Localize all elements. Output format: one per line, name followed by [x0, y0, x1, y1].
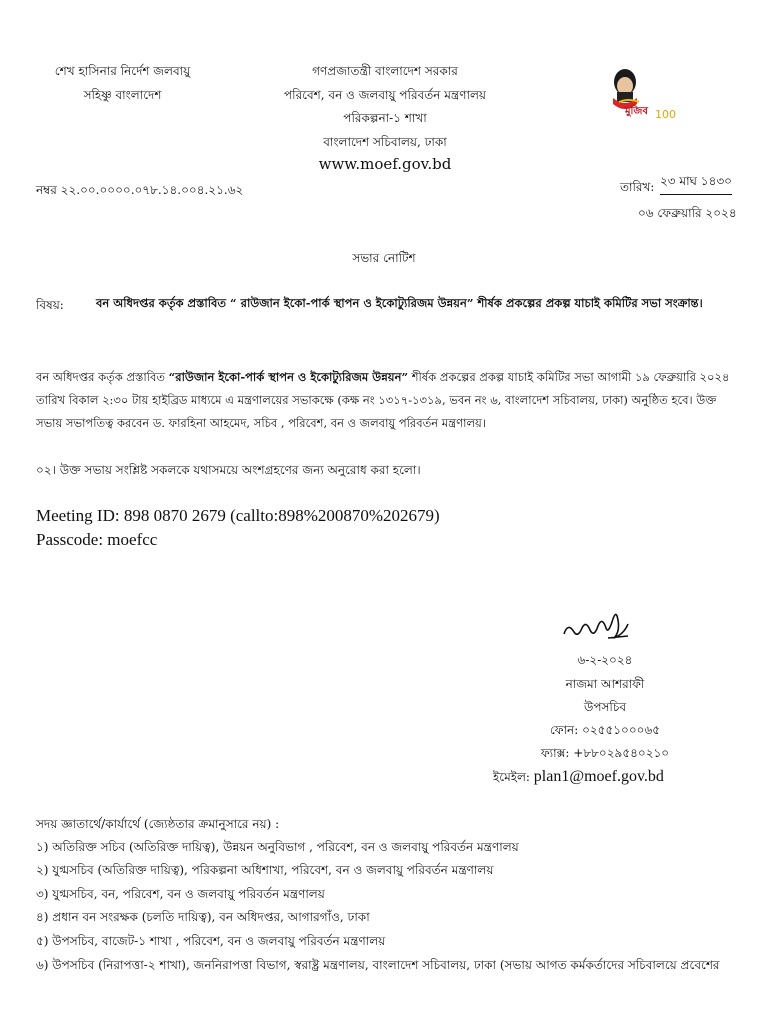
distribution-heading: সদয় জ্ঞাতার্থে/কার্যার্থে (জ্যেষ্ঠতার ক্রমানুসারে নয়) :	[36, 817, 280, 831]
office-address: বাংলাদেশ সচিবালয়, ঢাকা	[323, 135, 447, 149]
subject-text: বন অধিদপ্তর কর্তৃক প্রস্তাবিত “ রাউজান ইকো-পার্ক স্থাপন ও ইকোট্যুরিজম উন্নয়ন” শীর্ষক প্রকল্পের প্রকল্প যাচাই কমিটির সভা সংক্রান্ত।	[96, 296, 703, 310]
date-label: তারিখ:	[620, 180, 655, 194]
list-item: ৪) প্রধান বন সংরক্ষক (চলতি দায়িত্ব), বন অধিদপ্তর, আগারগাঁও, ঢাকা	[36, 910, 370, 924]
p1-intro: বন অধিদপ্তর কর্তৃক প্রস্তাবিত	[36, 370, 169, 384]
date-english: ০৬ ফেব্রুয়ারি ২০২৪	[638, 206, 737, 220]
signature-icon	[558, 598, 638, 648]
passcode: Passcode: moefcc	[36, 530, 158, 549]
signatory-phone: ফোন: ০২৫৫১০০০৬৫	[549, 723, 661, 737]
slogan-line-1: শেখ হাসিনার নির্দেশ জলবায়ু	[54, 64, 191, 78]
svg-text:মুজিব: মুজিব	[625, 106, 648, 117]
meeting-id[interactable]: Meeting ID: 898 0870 2679 (callto:898%200870%202679)	[36, 506, 440, 525]
govt-name: গণপ্রজাতন্ত্রী বাংলাদেশ সরকার	[312, 64, 458, 78]
memo-number: নম্বর ২২.০০.০০০০.০৭৮.১৪.০০৪.২১.৬২	[36, 183, 244, 197]
list-item: ২) যুগ্মসচিব (অতিরিক্ত দায়িত্ব), পরিকল্পনা অধিশাখা, পরিবেশ, বন ও জলবায়ু পরিবর্তন মন্ত্রণালয়	[36, 863, 494, 877]
date-bangla: ২৩ মাঘ ১৪৩০	[660, 173, 732, 195]
svg-text:100: 100	[655, 108, 676, 121]
branch-name: পরিকল্পনা-১ শাখা	[343, 111, 427, 125]
signature-date: ৬-২-২০২৪	[577, 653, 633, 667]
body-paragraph-1	[36, 366, 732, 435]
website-link[interactable]: www.moef.gov.bd	[318, 155, 452, 173]
p1-project-title: “রাউজান ইকো-পার্ক স্থাপন ও ইকোট্যুরিজম উন্নয়ন”	[168, 370, 409, 384]
email-label: ইমেইল:	[493, 770, 534, 784]
subject-label: বিষয়:	[36, 298, 64, 312]
signatory-email	[493, 766, 664, 789]
notice-title: সভার নোটিশ	[352, 251, 416, 265]
signatory-name: নাজমা আশরাফী	[565, 677, 645, 691]
p1-details: শীর্ষক প্রকল্পের প্রকল্প যাচাই কমিটির সভা আগামী ১৯ ফেব্রুয়ারি ২০২৪ তারিখ বিকাল ২:৩০ টায় হাইব্রিড মাধ্যমে এ মন্ত্রণালয়ের সভাকক্ষে (কক্ষ নং ১৩১৭-১৩১৯, ভবন নং ৬, বাংলাদেশ সচিবালয়, ঢাকা) অনুষ্ঠিত হবে। উক্ত সভায় সভাপতিত্ব করবেন ড. ফারহিনা আহমেদ, সচিব , পরিবেশ, বন ও জলবায়ু পরিবর্তন মন্ত্রণালয়।	[36, 370, 730, 430]
ministry-name: পরিবেশ, বন ও জলবায়ু পরিবর্তন মন্ত্রণালয়	[283, 88, 486, 102]
body-paragraph-2: ০২। উক্ত সভায় সংশ্লিষ্ট সকলকে যথাসময়ে অংশগ্রহণের জন্য অনুরোধ করা হলো।	[36, 463, 421, 477]
email-address[interactable]: plan1@moef.gov.bd	[533, 768, 664, 785]
signatory-fax: ফ্যাক্স: +৮৮০২৯৫৪০২১০	[540, 746, 670, 760]
mujib-100-logo-icon	[605, 62, 683, 122]
list-item: ৩) যুগ্মসচিব, বন, পরিবেশ, বন ও জলবায়ু পরিবর্তন মন্ত্রণালয়	[36, 887, 325, 901]
list-item: ১) অতিরিক্ত সচিব (অতিরিক্ত দায়িত্ব), উন্নয়ন অনুবিভাগ , পরিবেশ, বন ও জলবায়ু পরিবর্তন মন্ত্রণালয়	[36, 840, 519, 854]
signatory-designation: উপসচিব	[583, 700, 626, 714]
slogan-line-2: সহিষ্ণু বাংলাদেশ	[83, 88, 162, 102]
list-item: ৬) উপসচিব (নিরাপত্তা-২ শাখা), জননিরাপত্তা বিভাগ, স্বরাষ্ট্র মন্ত্রণালয়, বাংলাদেশ সচিবালয়, ঢাকা (সভায় আগত কর্মকর্তাদের সচিবালয়ে প্রবেশের	[36, 958, 720, 972]
list-item: ৫) উপসচিব, বাজেট-১ শাখা , পরিবেশ, বন ও জলবায়ু পরিবর্তন মন্ত্রণালয়	[36, 934, 386, 948]
